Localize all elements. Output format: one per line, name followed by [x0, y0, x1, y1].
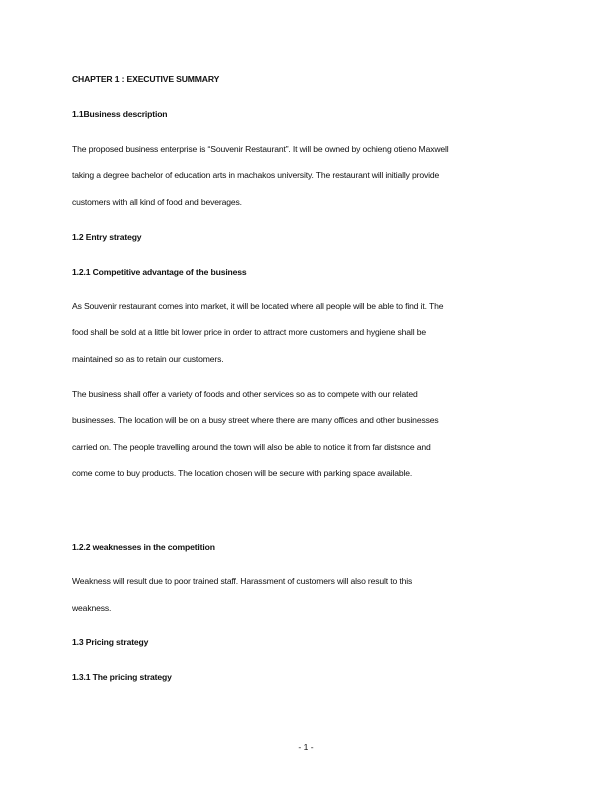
paragraph-line: The proposed business enterprise is “Souvenir Restaurant”. It will be owned by ochieng otieno Maxwell [72, 144, 449, 154]
paragraph-line: maintained so as to retain our customers. [72, 354, 224, 364]
paragraph-line: The business shall offer a variety of foods and other services so as to compete with our related [72, 389, 418, 399]
page-number: - 1 - [298, 742, 314, 752]
chapter-title: CHAPTER 1 : EXECUTIVE SUMMARY [72, 74, 220, 84]
paragraph-line: taking a degree bachelor of education arts in machakos university. The restaurant will initially provide [72, 170, 440, 180]
section-heading-1-1: 1.1Business description [72, 109, 168, 119]
section-heading-1-3: 1.3 Pricing strategy [72, 637, 149, 647]
paragraph-line: Weakness will result due to poor trained staff. Harassment of customers will also result to this [72, 576, 413, 586]
paragraph-line: food shall be sold at a little bit lower price in order to attract more customers and hygiene shall be [72, 327, 426, 337]
section-heading-1-2-1: 1.2.1 Competitive advantage of the business [72, 267, 247, 277]
paragraph-line: weakness. [72, 603, 112, 613]
paragraph-line: carried on. The people travelling around the town will also be able to notice it from far distsnce and [72, 442, 431, 452]
paragraph-line: As Souvenir restaurant comes into market, it will be located where all people will be able to find it. The [72, 301, 444, 311]
section-heading-1-3-1: 1.3.1 The pricing strategy [72, 672, 172, 682]
section-heading-1-2-2: 1.2.2 weaknesses in the competition [72, 542, 215, 552]
paragraph-line: customers with all kind of food and beverages. [72, 197, 242, 207]
paragraph-line: businesses. The location will be on a busy street where there are many offices and other businesses [72, 415, 439, 425]
section-heading-1-2: 1.2 Entry strategy [72, 232, 142, 242]
paragraph-line: come come to buy products. The location chosen will be secure with parking space available. [72, 468, 413, 478]
